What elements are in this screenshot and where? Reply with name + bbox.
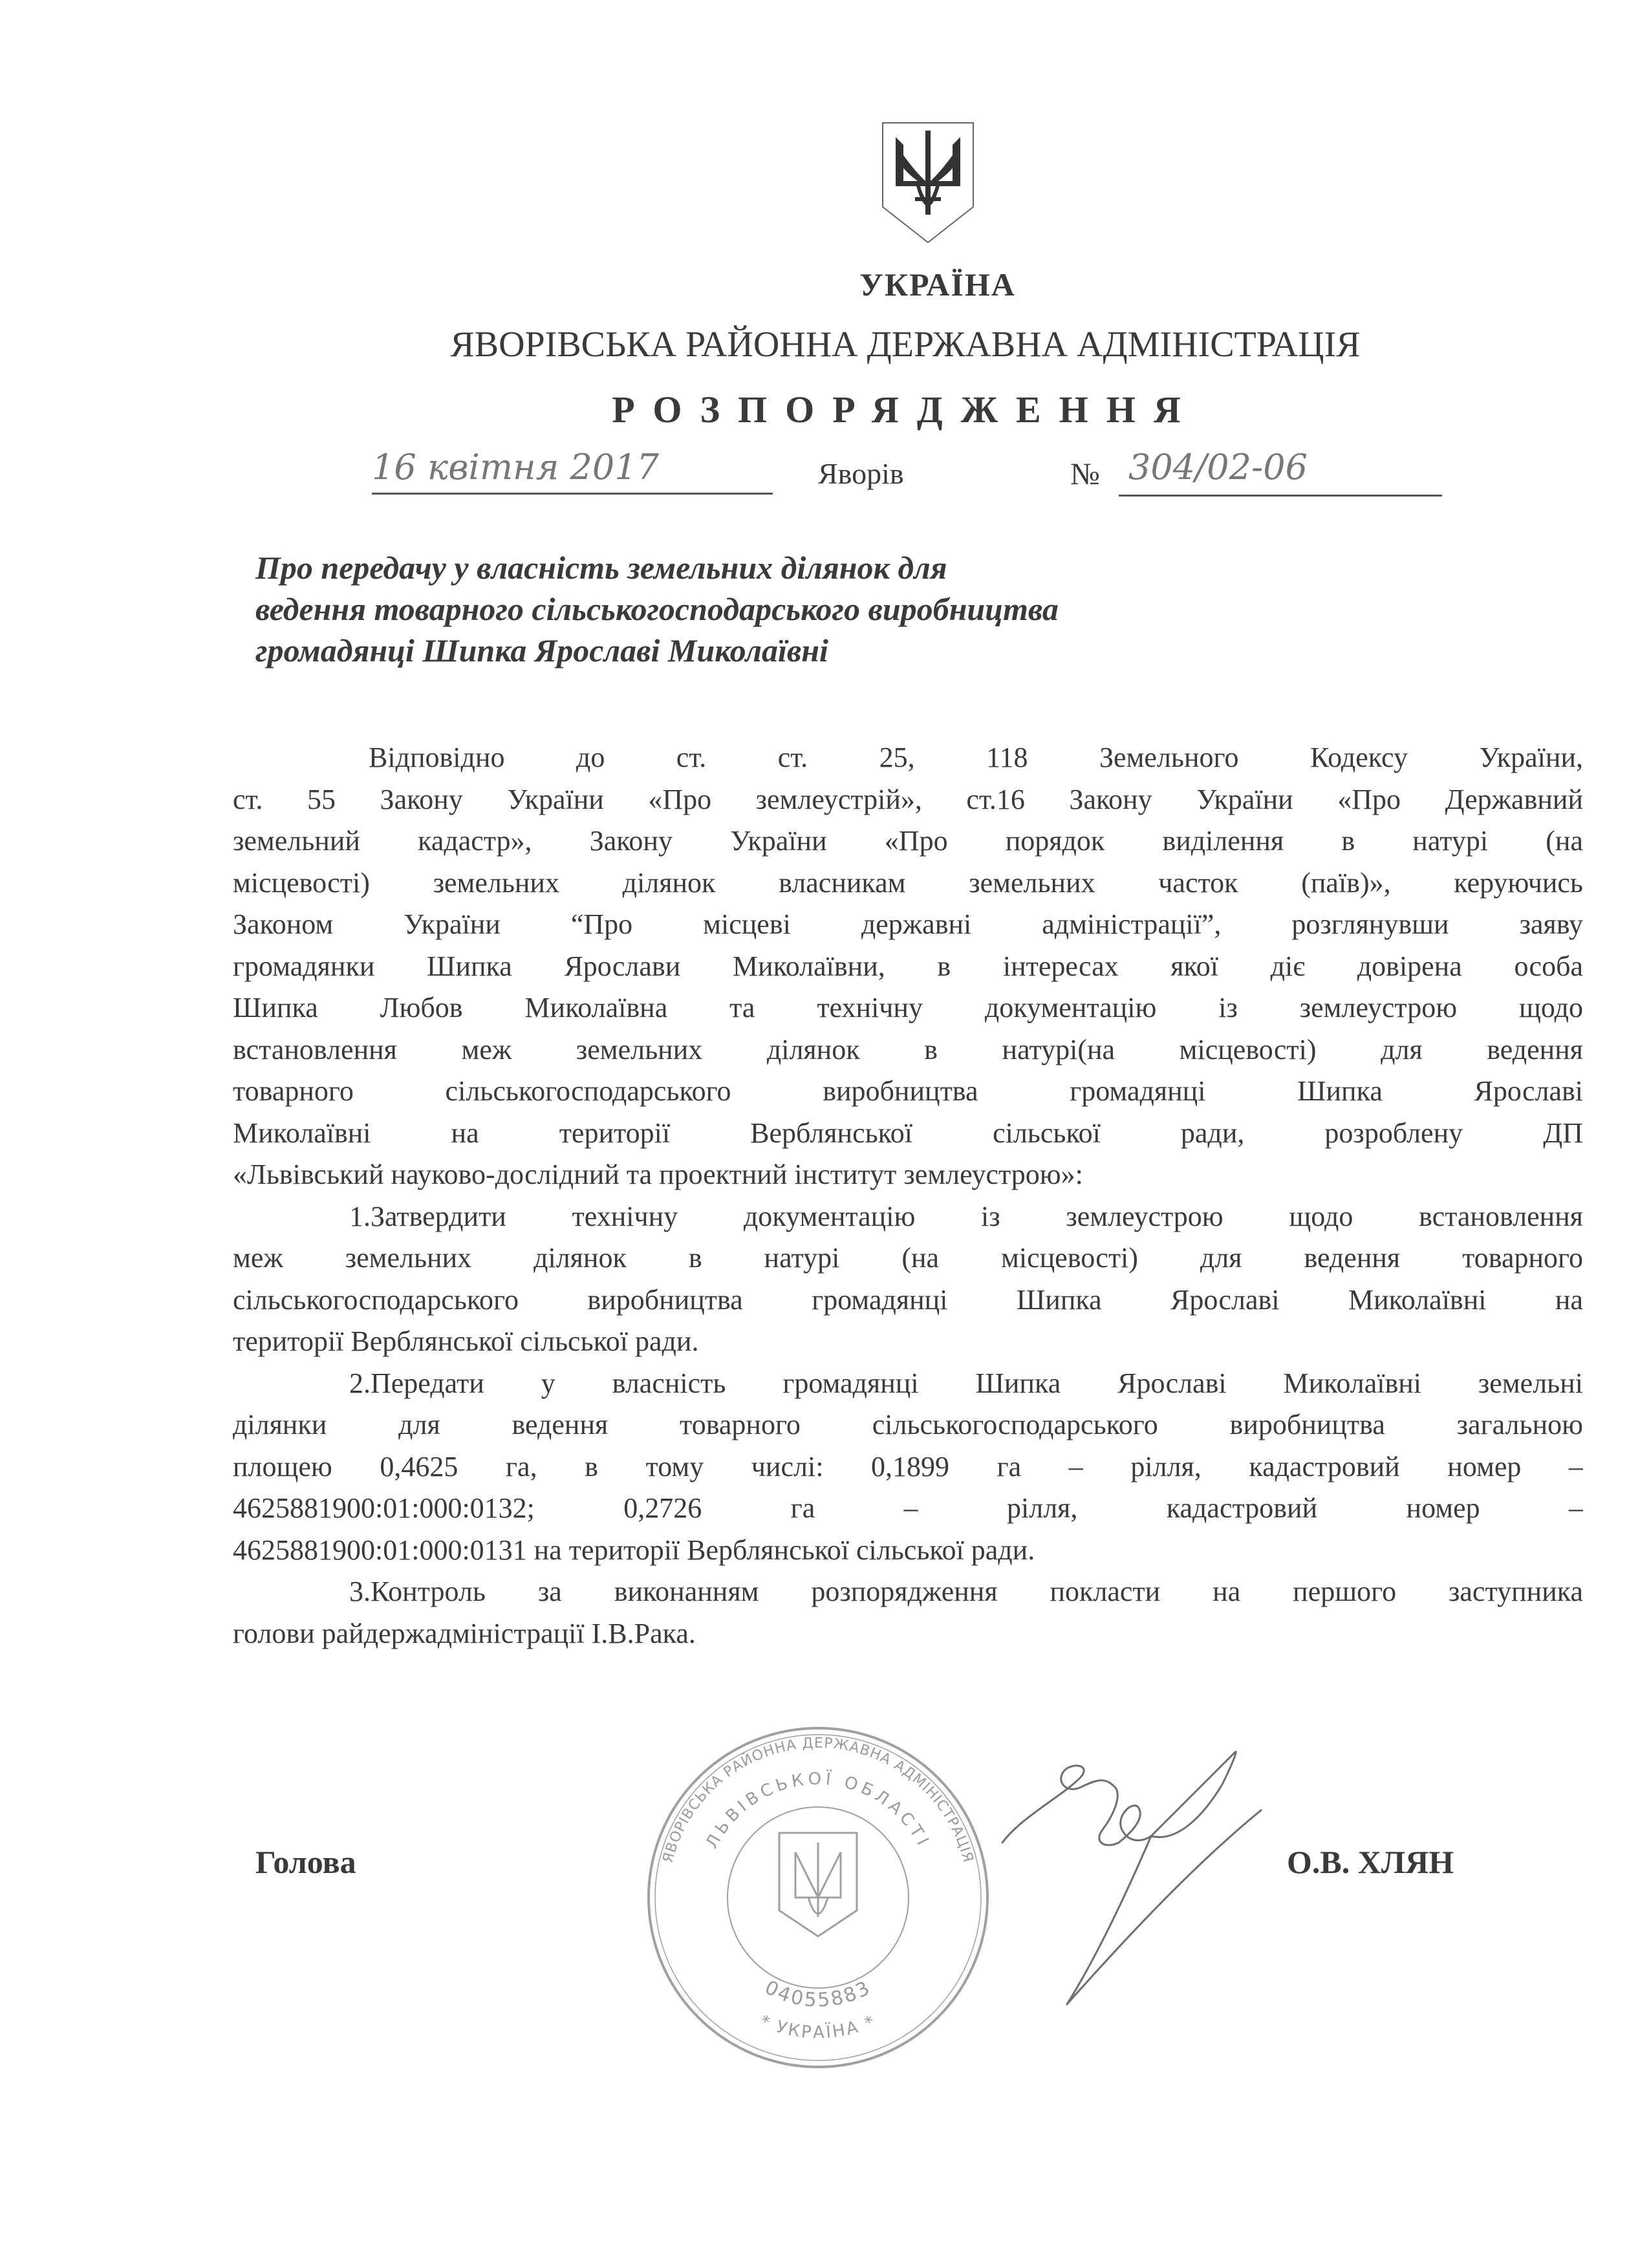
body-line: громадянки Шипка Ярослави Миколаївни, в інтересах якої діє довірена особа [233, 950, 1583, 982]
body-line: площею 0,4625 га, в тому числі: 0,1899 га – рілля, кадастровий номер – [233, 1450, 1583, 1482]
body-line: 2.Передати у власність громадянці Шипка Ярославі Миколаївні земельні [349, 1367, 1583, 1399]
body-line: встановлення меж земельних ділянок в натурі(на місцевості) для ведення [233, 1033, 1583, 1065]
preamble-paragraph [233, 737, 1583, 1196]
seal-inner-text: ЛЬВІВСЬКОЇ ОБЛАСТІ [702, 1769, 934, 1852]
body-line: ділянки для ведення товарного сільськогосподарського виробництва загальною [233, 1409, 1583, 1440]
body-line: Відповідно до ст. ст. 25, 118 Земельного Кодексу України, [369, 742, 1583, 773]
number-sign: № [1070, 457, 1100, 491]
document-type-heading: РОЗПОРЯДЖЕННЯ [612, 389, 1199, 431]
seal-code-text: 04055883 [760, 1976, 876, 2012]
body-line: сільськогосподарського виробництва громадянці Шипка Ярославі Миколаївні на [233, 1283, 1583, 1316]
signatory-role: Голова [255, 1844, 356, 1880]
body-line: 4625881900:01:000:0131 на території Верблянської сільської ради. [233, 1534, 1035, 1566]
authority-heading: ЯВОРІВСЬКА РАЙОННА ДЕРЖАВНА АДМІНІСТРАЦІЯ [450, 325, 1361, 365]
body-line: 1.Затвердити технічну документацію із землеустрою щодо встановлення [349, 1200, 1583, 1232]
item-3-paragraph [233, 1571, 1583, 1654]
date-handwritten: 16 квітня 2017 [372, 447, 659, 487]
date-underline [372, 493, 773, 495]
body-line: товарного сільськогосподарського виробництва громадянці Шипка Ярославі [233, 1075, 1583, 1107]
signatory-name: О.В. ХЛЯН [1287, 1844, 1454, 1880]
body-line: території Верблянської сільської ради. [233, 1325, 699, 1357]
body-line: голови райдержадміністрації І.В.Рака. [233, 1617, 696, 1649]
subject-line: ведення товарного сільськогосподарського виробництва [255, 591, 1059, 627]
coat-of-arms-icon [876, 116, 980, 246]
seal-bottom-text: * УКРАЇНА * [757, 2011, 879, 2043]
body-line: Шипка Любов Миколаївна та технічну документацію із землеустрою щодо [233, 992, 1583, 1023]
body-line: Законом України “Про місцеві державні адміністрації”, розглянувши заяву [233, 908, 1583, 940]
item-2-paragraph [233, 1363, 1583, 1572]
body-line: 4625881900:01:000:0132; 0,2726 га – рілля, кадастровий номер – [233, 1492, 1583, 1524]
seal-outer-text: ЯВОРІВСЬКА РАЙОННА ДЕРЖАВНА АДМІНІСТРАЦІЯ [660, 1735, 976, 1865]
body-line: місцевості) земельних ділянок власникам земельних часток (паїв)», керуючись [233, 866, 1583, 899]
body-line: Миколаївні на території Верблянської сільської ради, розроблену ДП [233, 1117, 1583, 1149]
subject-line: громадянці Шипка Ярославі Миколаївні [255, 632, 828, 669]
item-1-paragraph [233, 1196, 1583, 1363]
body-line: земельний кадастр», Закону України «Про порядок виділення в натурі (на [233, 825, 1583, 857]
document-body [233, 737, 1583, 1654]
number-handwritten: 304/02-06 [1128, 447, 1308, 487]
body-line: «Львівський науково-дослідний та проектний інститут землеустрою»: [233, 1159, 1083, 1190]
body-line: меж земельних ділянок в натурі (на місцевості) для ведення товарного [233, 1242, 1583, 1274]
official-seal-icon [643, 1723, 993, 2072]
place-label: Яворів [818, 457, 904, 490]
number-underline [1119, 495, 1442, 497]
body-line: 3.Контроль за виконанням розпорядження покласти на першого заступника [349, 1576, 1583, 1607]
body-line: ст. 55 Закону України «Про землеустрій», ст.16 Закону України «Про Державний [233, 783, 1583, 815]
handwritten-signature [996, 1739, 1267, 2037]
subject-line: Про передачу у власність земельних ділянок для [255, 550, 947, 586]
country-heading: УКРАЇНА [859, 266, 1016, 303]
